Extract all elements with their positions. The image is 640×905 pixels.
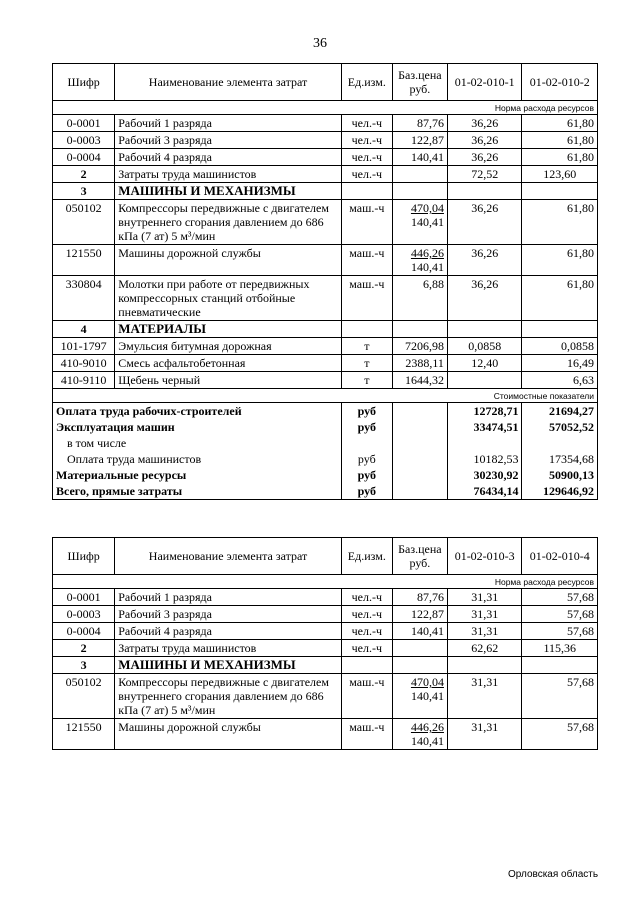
totals-group [53, 403, 598, 500]
row-name: Рабочий 4 разряда [115, 623, 342, 640]
row-unit: т [341, 372, 392, 389]
section-code: 3 [53, 657, 115, 674]
section-code: 4 [53, 321, 115, 338]
row-name: Затраты труда машинистов [115, 166, 342, 183]
cost-label: Стоимостные показатели [53, 389, 598, 403]
row-name: Рабочий 1 разряда [115, 589, 342, 606]
row-value-b: 61,80 [522, 115, 598, 132]
price-main: 470,04 [410, 201, 444, 215]
section-machines [53, 657, 598, 674]
row-name: Рабочий 1 разряда [115, 115, 342, 132]
section-title: МАШИНЫ И МЕХАНИЗМЫ [115, 657, 342, 674]
resource-row [53, 149, 598, 166]
row-name: Машины дорожной службы [115, 719, 342, 750]
row-value-b: 0,0858 [522, 338, 598, 355]
price-machinist: 140,41 [410, 260, 444, 274]
row-value-a: 31,31 [447, 623, 522, 640]
row-code: 2 [53, 166, 115, 183]
total-row [53, 419, 598, 435]
row-value-a: 10182,53 [447, 451, 522, 467]
empty-cell [447, 183, 522, 200]
resource-row [53, 589, 598, 606]
header-base-price: Баз.цена руб. [392, 64, 447, 101]
norm-label-row [53, 575, 598, 589]
row-name: Молотки при работе от передвижных компрессорных станций отбойные пневматические [115, 276, 342, 321]
row-unit: т [341, 338, 392, 355]
table-header-row [53, 64, 598, 101]
header-code: Шифр [53, 538, 115, 575]
row-name: Материальные ресурсы [53, 467, 342, 483]
row-price [392, 451, 447, 467]
resource-row [53, 276, 598, 321]
row-code: 0-0004 [53, 149, 115, 166]
row-code: 101-1797 [53, 338, 115, 355]
row-price: 140,41 [392, 149, 447, 166]
resource-row [53, 355, 598, 372]
row-unit: руб [341, 451, 392, 467]
section-machines [53, 183, 598, 200]
row-value-b: 129646,92 [522, 483, 598, 500]
row-code: 121550 [53, 245, 115, 276]
row-unit: чел.-ч [341, 132, 392, 149]
resource-table-2 [52, 537, 598, 750]
row-code: 121550 [53, 719, 115, 750]
row-value-b: 16,49 [522, 355, 598, 372]
price-machinist: 140,41 [410, 215, 444, 229]
row-price [392, 166, 447, 183]
header-column-b: 01-02-010-2 [522, 64, 598, 101]
row-name: Рабочий 3 разряда [115, 132, 342, 149]
row-value-a: 36,26 [447, 276, 522, 321]
resource-row [53, 623, 598, 640]
resource-row [53, 115, 598, 132]
header-code: Шифр [53, 64, 115, 101]
row-unit: руб [341, 419, 392, 435]
row-name: Компрессоры передвижные с двигателем внутреннего сгорания давлением до 686 кПа (7 ат) 5 м³/мин [115, 674, 342, 719]
row-value-b: 57,68 [522, 623, 598, 640]
row-price: 122,87 [392, 132, 447, 149]
workers-group [53, 115, 598, 166]
row-value-a: 31,31 [447, 589, 522, 606]
row-price [392, 403, 447, 420]
row-price [392, 467, 447, 483]
empty-cell [341, 321, 392, 338]
total-row [53, 483, 598, 500]
row-value-a: 62,62 [447, 640, 522, 657]
row-price: 1644,32 [392, 372, 447, 389]
resource-row [53, 245, 598, 276]
row-value-a: 36,26 [447, 200, 522, 245]
row-name: Смесь асфальтобетонная [115, 355, 342, 372]
row-value-b: 57,68 [522, 606, 598, 623]
resource-row [53, 372, 598, 389]
empty-cell [341, 657, 392, 674]
row-value-a [447, 435, 522, 451]
row-unit: чел.-ч [341, 640, 392, 657]
row-value-b: 61,80 [522, 200, 598, 245]
price-main: 6,88 [422, 277, 444, 291]
section-materials [53, 321, 598, 338]
row-code: 410-9010 [53, 355, 115, 372]
row-code: 0-0001 [53, 115, 115, 132]
row-value-a: 31,31 [447, 606, 522, 623]
workers-group [53, 589, 598, 640]
row-price [392, 245, 447, 276]
table-header-row [53, 538, 598, 575]
resource-row [53, 132, 598, 149]
row-unit: руб [341, 483, 392, 500]
price-main: 446,26 [410, 720, 444, 734]
resource-row [53, 719, 598, 750]
machines-group [53, 200, 598, 321]
resource-table-1 [52, 63, 598, 500]
row-value-b: 57052,52 [522, 419, 598, 435]
row-price: 87,76 [392, 115, 447, 132]
row-name: Компрессоры передвижные с двигателем внутреннего сгорания давлением до 686 кПа (7 ат) 5 м³/мин [115, 200, 342, 245]
row-value-b: 123,60 [522, 166, 598, 183]
row-value-a: 36,26 [447, 245, 522, 276]
machinists-row [53, 640, 598, 657]
row-price [392, 435, 447, 451]
header-column-a: 01-02-010-3 [447, 538, 522, 575]
section-title: МАТЕРИАЛЫ [115, 321, 342, 338]
row-value-b: 61,80 [522, 132, 598, 149]
row-value-b: 57,68 [522, 719, 598, 750]
row-value-a: 0,0858 [447, 338, 522, 355]
row-unit: маш.-ч [341, 719, 392, 750]
machinists-row [53, 166, 598, 183]
page-number: 36 [313, 36, 327, 51]
row-value-a: 31,31 [447, 674, 522, 719]
row-price [392, 719, 447, 750]
row-price: 122,87 [392, 606, 447, 623]
row-value-b: 50900,13 [522, 467, 598, 483]
row-price [392, 640, 447, 657]
row-name: Щебень черный [115, 372, 342, 389]
empty-cell [341, 183, 392, 200]
row-price [392, 483, 447, 500]
empty-cell [392, 657, 447, 674]
price-main: 446,26 [410, 246, 444, 260]
row-code: 410-9110 [53, 372, 115, 389]
row-code: 050102 [53, 674, 115, 719]
price-machinist: 140,41 [410, 734, 444, 748]
row-price [392, 276, 447, 321]
row-unit: маш.-ч [341, 245, 392, 276]
row-unit: маш.-ч [341, 200, 392, 245]
row-value-b: 57,68 [522, 674, 598, 719]
row-unit: маш.-ч [341, 674, 392, 719]
total-row [53, 467, 598, 483]
row-name: Эмульсия битумная дорожная [115, 338, 342, 355]
norm-label: Норма расхода ресурсов [53, 101, 598, 115]
row-value-a: 36,26 [447, 115, 522, 132]
empty-cell [522, 321, 598, 338]
row-value-a: 36,26 [447, 132, 522, 149]
row-value-a: 31,31 [447, 719, 522, 750]
header-unit: Ед.изм. [341, 64, 392, 101]
row-value-a: 33474,51 [447, 419, 522, 435]
row-code: 0-0003 [53, 132, 115, 149]
empty-cell [522, 657, 598, 674]
row-name: в том числе [53, 435, 342, 451]
row-value-a: 76434,14 [447, 483, 522, 500]
row-value-b [522, 435, 598, 451]
row-name: Затраты труда машинистов [115, 640, 342, 657]
row-code: 0-0004 [53, 623, 115, 640]
row-unit: чел.-ч [341, 166, 392, 183]
row-value-b: 17354,68 [522, 451, 598, 467]
row-price [392, 419, 447, 435]
machines-group [53, 674, 598, 750]
header-base-price: Баз.цена руб. [392, 538, 447, 575]
header-unit: Ед.изм. [341, 538, 392, 575]
row-code: 0-0001 [53, 589, 115, 606]
resource-row [53, 674, 598, 719]
row-unit: маш.-ч [341, 276, 392, 321]
row-name: Оплата труда рабочих-строителей [53, 403, 342, 420]
row-unit: руб [341, 467, 392, 483]
header-column-b: 01-02-010-4 [522, 538, 598, 575]
row-unit: чел.-ч [341, 149, 392, 166]
footer-region: Орловская область [508, 869, 599, 880]
price-main: 470,04 [410, 675, 444, 689]
row-value-b: 21694,27 [522, 403, 598, 420]
total-row [53, 403, 598, 420]
row-value-b: 61,80 [522, 245, 598, 276]
norm-label-row [53, 101, 598, 115]
materials-group [53, 338, 598, 389]
price-machinist: 140,41 [410, 689, 444, 703]
resource-row [53, 338, 598, 355]
row-name: Оплата труда машинистов [53, 451, 342, 467]
row-unit: чел.-ч [341, 623, 392, 640]
row-name: Рабочий 4 разряда [115, 149, 342, 166]
row-code: 2 [53, 640, 115, 657]
row-name: Всего, прямые затраты [53, 483, 342, 500]
row-value-a: 12,40 [447, 355, 522, 372]
row-value-a [447, 372, 522, 389]
empty-cell [392, 183, 447, 200]
row-value-a: 30230,92 [447, 467, 522, 483]
row-unit: руб [341, 403, 392, 420]
row-code: 050102 [53, 200, 115, 245]
section-title: МАШИНЫ И МЕХАНИЗМЫ [115, 183, 342, 200]
row-code: 0-0003 [53, 606, 115, 623]
row-price: 140,41 [392, 623, 447, 640]
cost-label-row [53, 389, 598, 403]
empty-cell [447, 321, 522, 338]
empty-cell [392, 321, 447, 338]
resource-row [53, 606, 598, 623]
row-value-a: 36,26 [447, 149, 522, 166]
resource-row [53, 200, 598, 245]
row-value-a: 12728,71 [447, 403, 522, 420]
header-name: Наименование элемента затрат [115, 538, 342, 575]
section-code: 3 [53, 183, 115, 200]
header-column-a: 01-02-010-1 [447, 64, 522, 101]
row-unit: чел.-ч [341, 589, 392, 606]
row-price [392, 200, 447, 245]
row-code: 330804 [53, 276, 115, 321]
row-value-b: 115,36 [522, 640, 598, 657]
row-unit [341, 435, 392, 451]
empty-cell [522, 183, 598, 200]
row-price [392, 674, 447, 719]
total-row [53, 435, 598, 451]
row-value-b: 57,68 [522, 589, 598, 606]
row-price: 2388,11 [392, 355, 447, 372]
row-value-b: 61,80 [522, 149, 598, 166]
row-name: Машины дорожной службы [115, 245, 342, 276]
row-value-b: 61,80 [522, 276, 598, 321]
empty-cell [447, 657, 522, 674]
row-price: 87,76 [392, 589, 447, 606]
row-unit: чел.-ч [341, 115, 392, 132]
row-name: Рабочий 3 разряда [115, 606, 342, 623]
total-row [53, 451, 598, 467]
norm-label: Норма расхода ресурсов [53, 575, 598, 589]
row-name: Эксплуатация машин [53, 419, 342, 435]
header-name: Наименование элемента затрат [115, 64, 342, 101]
row-unit: чел.-ч [341, 606, 392, 623]
row-value-b: 6,63 [522, 372, 598, 389]
row-unit: т [341, 355, 392, 372]
row-price: 7206,98 [392, 338, 447, 355]
row-value-a: 72,52 [447, 166, 522, 183]
